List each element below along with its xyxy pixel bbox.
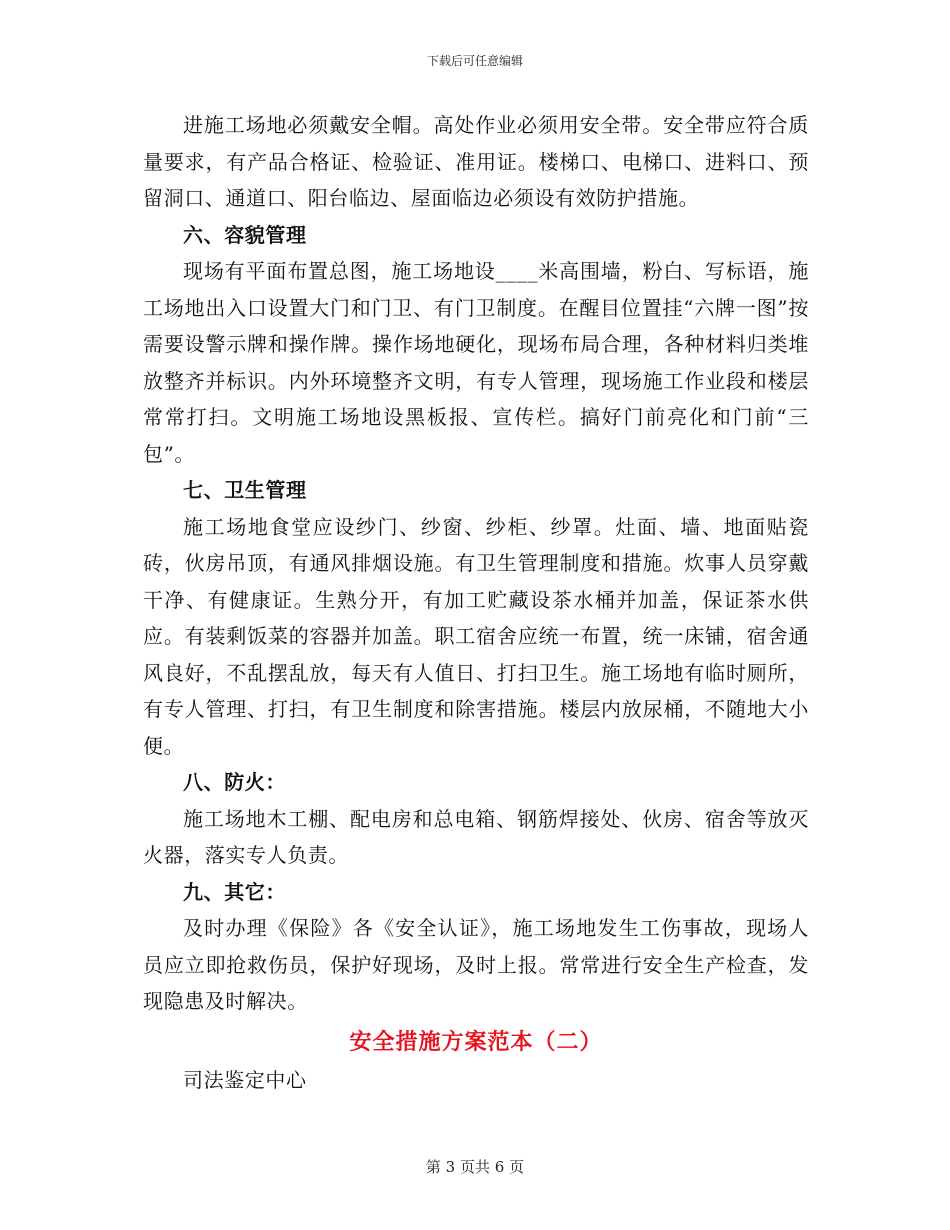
page-footer: 第 3 页共 6 页 bbox=[425, 1158, 525, 1176]
paragraph-intro: 进施工场地必须戴安全帽。高处作业必须用安全带。安全带应符合质量要求，有产品合格证、检验证、准用证。楼梯口、电梯口、进料口、预留洞口、通道口、阳台临边、屋面临边必须设有效防护措施。 bbox=[143, 113, 809, 210]
paragraph-section-7: 施工场地食堂应设纱门、纱窗、纱柜、纱罩。灶面、墙、地面贴瓷砖，伙房吊顶，有通风排烟设施。有卫生管理制度和措施。炊事人员穿戴干净、有健康证。生熟分开，有加工贮藏设茶水桶并加盖，保证茶水供应。有装剩饭菜的容器并加盖。职工宿舍应统一布置，统一床铺，宿舍通风良好，不乱摆乱放，每天有人值日、打扫卫生。施工场地有临时厕所，有专人管理、打扫，有卫生制度和除害措施。楼层内放尿桶，不随地大小便。 bbox=[143, 514, 809, 758]
document-title-red: 安全措施方案范本（二） bbox=[349, 1028, 603, 1055]
paragraph-section-6: 现场有平面布置总图，施工场地设____米高围墙，粉白、写标语，施工场地出入口设置大门和门卫、有门卫制度。在醒目位置挂“六牌一图”按需要设警示牌和操作牌。操作场地硬化，现场布局合理，各种材料归类堆放整齐并标识。内外环境整齐文明，有专人管理，现场施工作业段和楼层常常打扫。文明施工场地设黑板报、宣传栏。搞好门前亮化和门前“三包”。 bbox=[143, 259, 809, 466]
section-heading-9: 九、其它： bbox=[183, 879, 286, 904]
section-heading-8: 八、防火： bbox=[183, 770, 286, 794]
section-heading-7: 七、卫生管理 bbox=[183, 478, 307, 502]
paragraph-section-8: 施工场地木工棚、配电房和总电箱、钢筋焊接处、伙房、宿舍等放灭火器，落实专人负责。 bbox=[143, 806, 809, 867]
paragraph-last: 司法鉴定中心 bbox=[183, 1067, 307, 1092]
page-header: 下载后可任意编辑 bbox=[426, 54, 523, 68]
document-body bbox=[143, 107, 809, 1098]
section-heading-6: 六、容貌管理 bbox=[183, 222, 307, 247]
paragraph-section-9: 及时办理《保险》各《安全认证》，施工场地发生工伤事故，现场人员应立即抢救伤员，保护好现场，及时上报。常常进行安全生产检查，发现隐患及时解决。 bbox=[143, 916, 809, 1013]
